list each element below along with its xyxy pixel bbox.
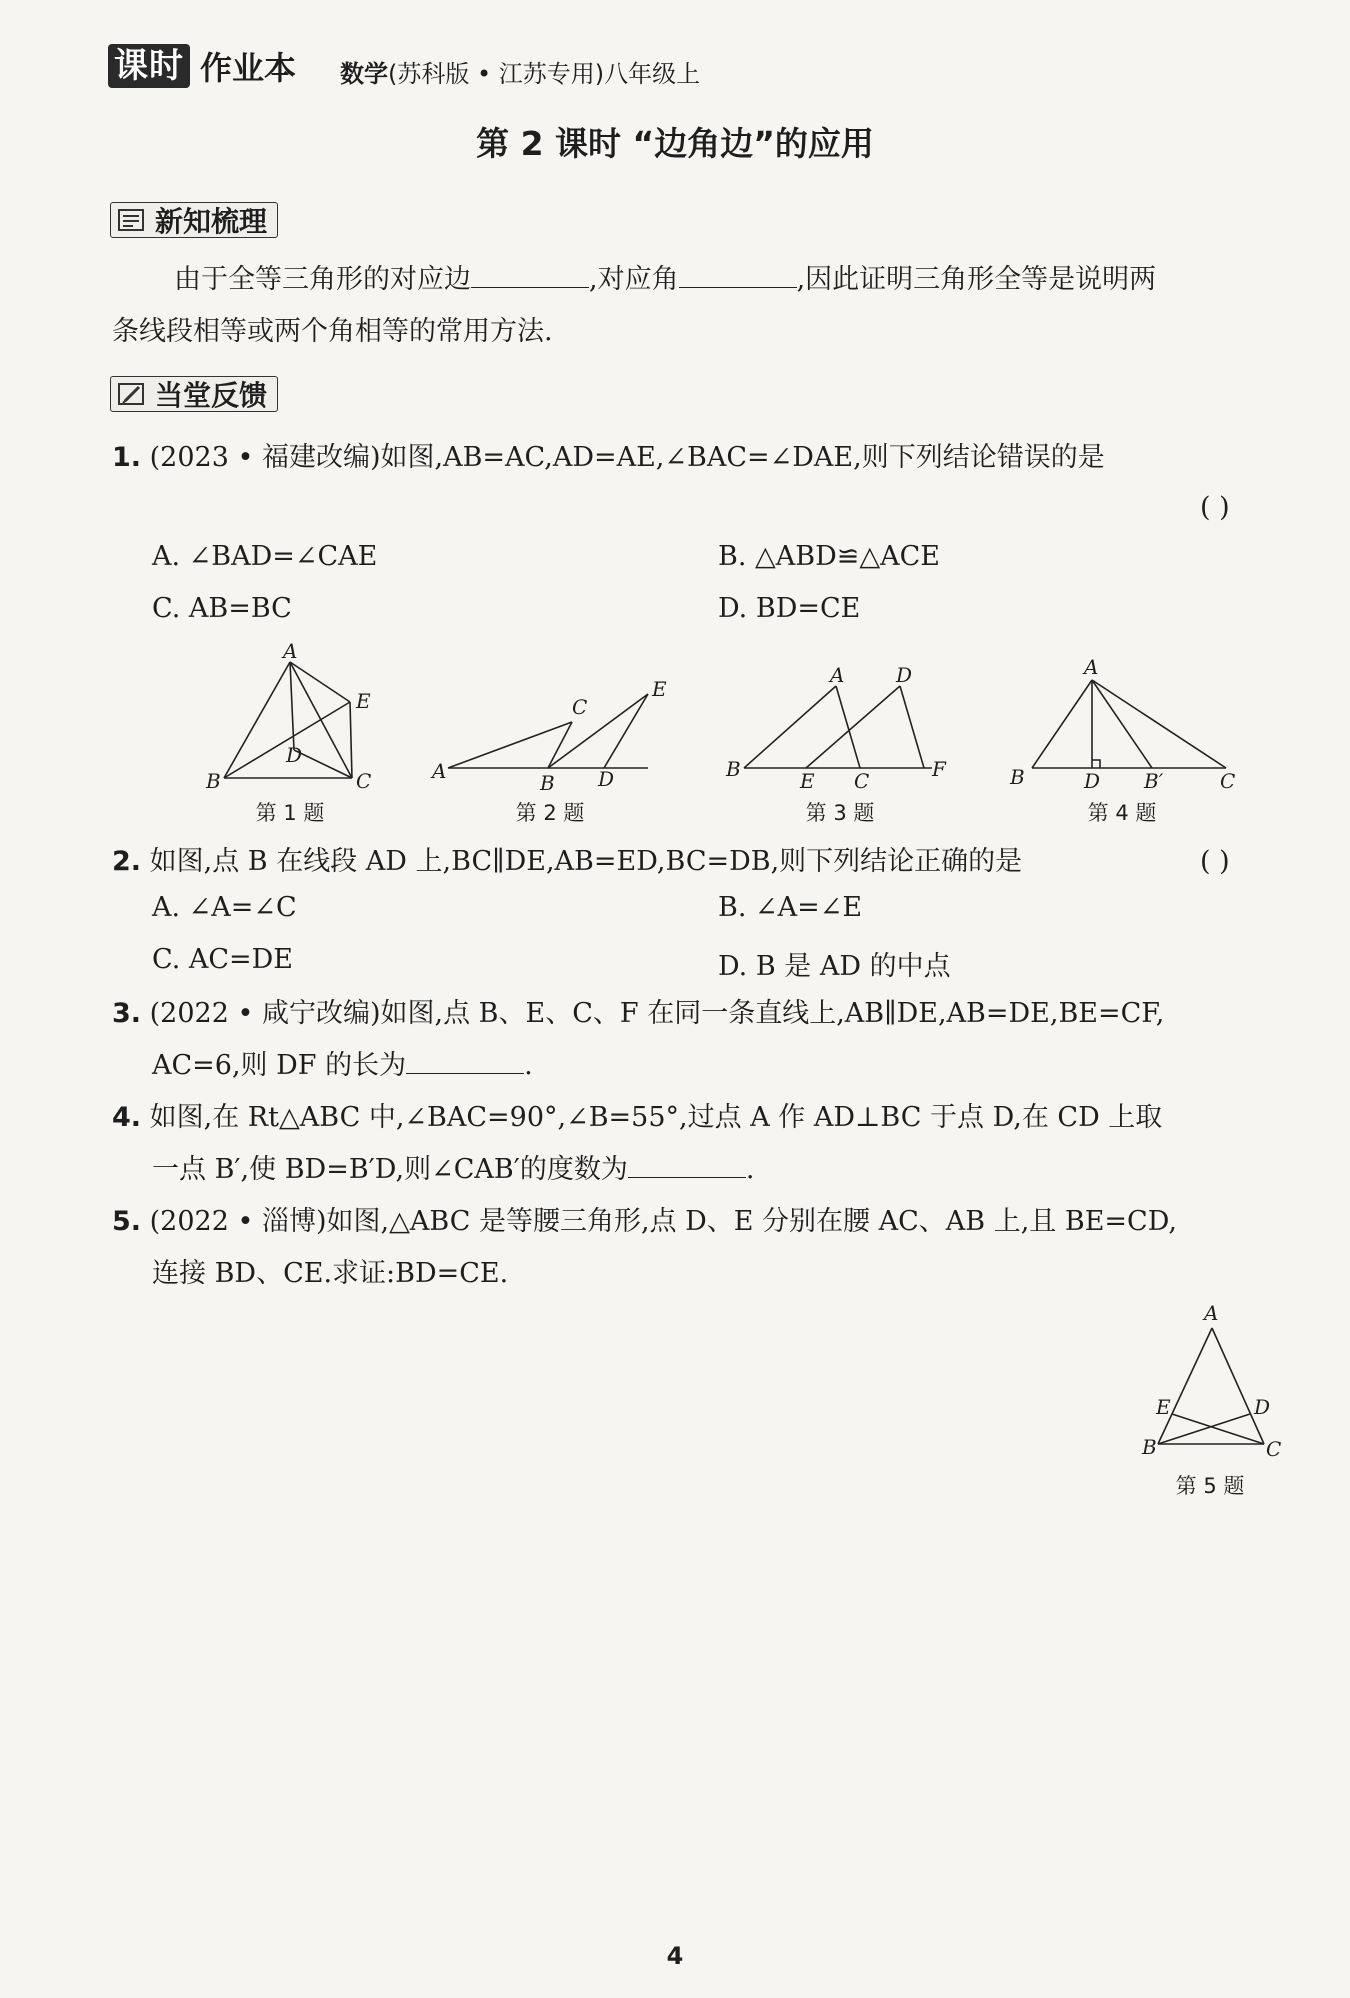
option-a[interactable]: A. ∠BAD=∠CAE <box>152 541 378 572</box>
question-line-1: (2022 • 淄博)如图,△ABC 是等腰三角形,点 D、E 分别在腰 AC、AB 上,且 BE=CD, <box>149 1206 1177 1237</box>
question-line-2: 连接 BD、CE.求证:BD=CE. <box>152 1258 509 1289</box>
figure-2 <box>430 670 670 790</box>
subject-line <box>340 54 700 89</box>
question-5 <box>112 1196 1312 1300</box>
fig3-label-d: D <box>896 663 913 687</box>
fig2-label-c: C <box>572 695 588 719</box>
fig5-label-e: E <box>1156 1395 1171 1419</box>
fig2-label-d: D <box>598 767 615 790</box>
section-tag-new <box>110 202 278 238</box>
question-number: 4. <box>112 1102 142 1133</box>
figure-4 <box>1000 650 1250 790</box>
fig5-label-b: B <box>1142 1435 1157 1459</box>
question-number: 1. <box>112 442 142 473</box>
fig1-label-a: A <box>283 640 298 663</box>
subject-bold: 数学 <box>340 60 388 88</box>
fig4-label-b-prime: B′ <box>1144 769 1164 790</box>
fig5-label-c: C <box>1266 1437 1282 1460</box>
new-knowledge-paragraph <box>112 254 1292 358</box>
fig5-label-d: D <box>1254 1395 1271 1419</box>
question-line-2: 一点 B′,使 BD=B′D,则∠CAB′的度数为 <box>152 1154 628 1185</box>
fig3-label-c: C <box>854 769 870 790</box>
question-line-2: AC=6,则 DF 的长为 <box>152 1050 407 1081</box>
question-number: 5. <box>112 1206 142 1237</box>
option-a[interactable]: A. ∠A=∠C <box>152 892 297 923</box>
para-text-1: 由于全等三角形的对应边 <box>174 264 471 295</box>
answer-blank[interactable] <box>406 1043 524 1074</box>
option-d[interactable]: D. BD=CE <box>718 593 861 624</box>
fig4-label-a: A <box>1084 655 1099 679</box>
fig3-label-b: B <box>726 757 741 781</box>
para-text-3: ,因此证明三角形全等是说明两 <box>796 264 1157 295</box>
fig2-label-b: B <box>540 771 555 790</box>
notebook-icon <box>117 207 147 233</box>
question-number: 2. <box>112 846 142 877</box>
fig3-label-e: E <box>800 769 815 790</box>
figure-2-caption: 第 2 题 <box>515 801 585 825</box>
question-3 <box>112 988 1312 1092</box>
fig1-label-d: D <box>286 743 303 767</box>
question-number: 3. <box>112 998 142 1029</box>
lesson-title: 第 2 课时 “边角边”的应用 <box>476 124 874 163</box>
fig3-label-a: A <box>830 663 845 687</box>
answer-blank[interactable] <box>679 257 797 288</box>
fig2-label-a: A <box>432 759 447 783</box>
question-2 <box>112 836 1292 888</box>
brand-box: 课时 <box>108 44 190 88</box>
figure-5 <box>1130 1300 1290 1460</box>
fig3-label-f: F <box>932 757 946 781</box>
question-4 <box>112 1092 1312 1196</box>
fig1-label-b: B <box>206 769 221 790</box>
question-stem: (2023 • 福建改编)如图,AB=AC,AD=AE,∠BAC=∠DAE,则下列结论错误的是 <box>149 442 1105 473</box>
answer-blank[interactable] <box>471 257 589 288</box>
brand-logo <box>108 44 296 88</box>
option-c[interactable]: C. AB=BC <box>152 593 292 624</box>
subject-rest: (苏科版 • 江苏专用)八年级上 <box>388 60 701 88</box>
fig1-label-c: C <box>356 769 372 790</box>
figure-5-caption: 第 5 题 <box>1175 1474 1245 1498</box>
section-title-feedback: 当堂反馈 <box>155 379 268 412</box>
option-b[interactable]: B. ∠A=∠E <box>718 892 863 923</box>
answer-paren[interactable]: ( ) <box>1200 846 1230 877</box>
pencil-icon <box>117 381 147 407</box>
question-line-1: 如图,在 Rt△ABC 中,∠BAC=90°,∠B=55°,过点 A 作 AD⊥BC 于点 D,在 CD 上取 <box>149 1102 1163 1133</box>
figure-3-caption: 第 3 题 <box>805 801 875 825</box>
question-line-2-end: . <box>524 1050 533 1081</box>
fig4-label-d: D <box>1084 769 1101 790</box>
fig4-label-b: B <box>1010 765 1025 789</box>
para-text-2: ,对应角 <box>589 264 679 295</box>
option-d[interactable]: D. B 是 AD 的中点 <box>718 951 951 982</box>
fig4-label-c: C <box>1220 769 1236 790</box>
figure-1-caption: 第 1 题 <box>255 801 325 825</box>
section-tag-feedback <box>110 376 278 412</box>
page-number: 4 <box>666 1942 684 1970</box>
figure-3 <box>720 660 960 790</box>
answer-paren[interactable]: ( ) <box>1200 492 1230 523</box>
question-line-2-end: . <box>745 1154 755 1185</box>
option-b[interactable]: B. △ABD≌△ACE <box>718 541 941 572</box>
para-text-4: 条线段相等或两个角相等的常用方法. <box>112 316 553 347</box>
fig2-label-e: E <box>652 677 667 701</box>
brand-text: 作业本 <box>200 49 297 87</box>
fig1-label-e: E <box>356 689 371 713</box>
option-c[interactable]: C. AC=DE <box>152 944 293 975</box>
fig5-label-a: A <box>1204 1301 1219 1325</box>
figure-1 <box>190 640 380 790</box>
question-1 <box>112 432 1292 484</box>
question-line-1: (2022 • 咸宁改编)如图,点 B、E、C、F 在同一条直线上,AB∥DE,AB=DE,BE=CF, <box>149 998 1165 1029</box>
question-stem: 如图,点 B 在线段 AD 上,BC∥DE,AB=ED,BC=DB,则下列结论正确的是 <box>149 846 1023 877</box>
answer-blank[interactable] <box>628 1147 746 1178</box>
section-title-new: 新知梳理 <box>155 205 268 238</box>
figure-4-caption: 第 4 题 <box>1087 801 1157 825</box>
